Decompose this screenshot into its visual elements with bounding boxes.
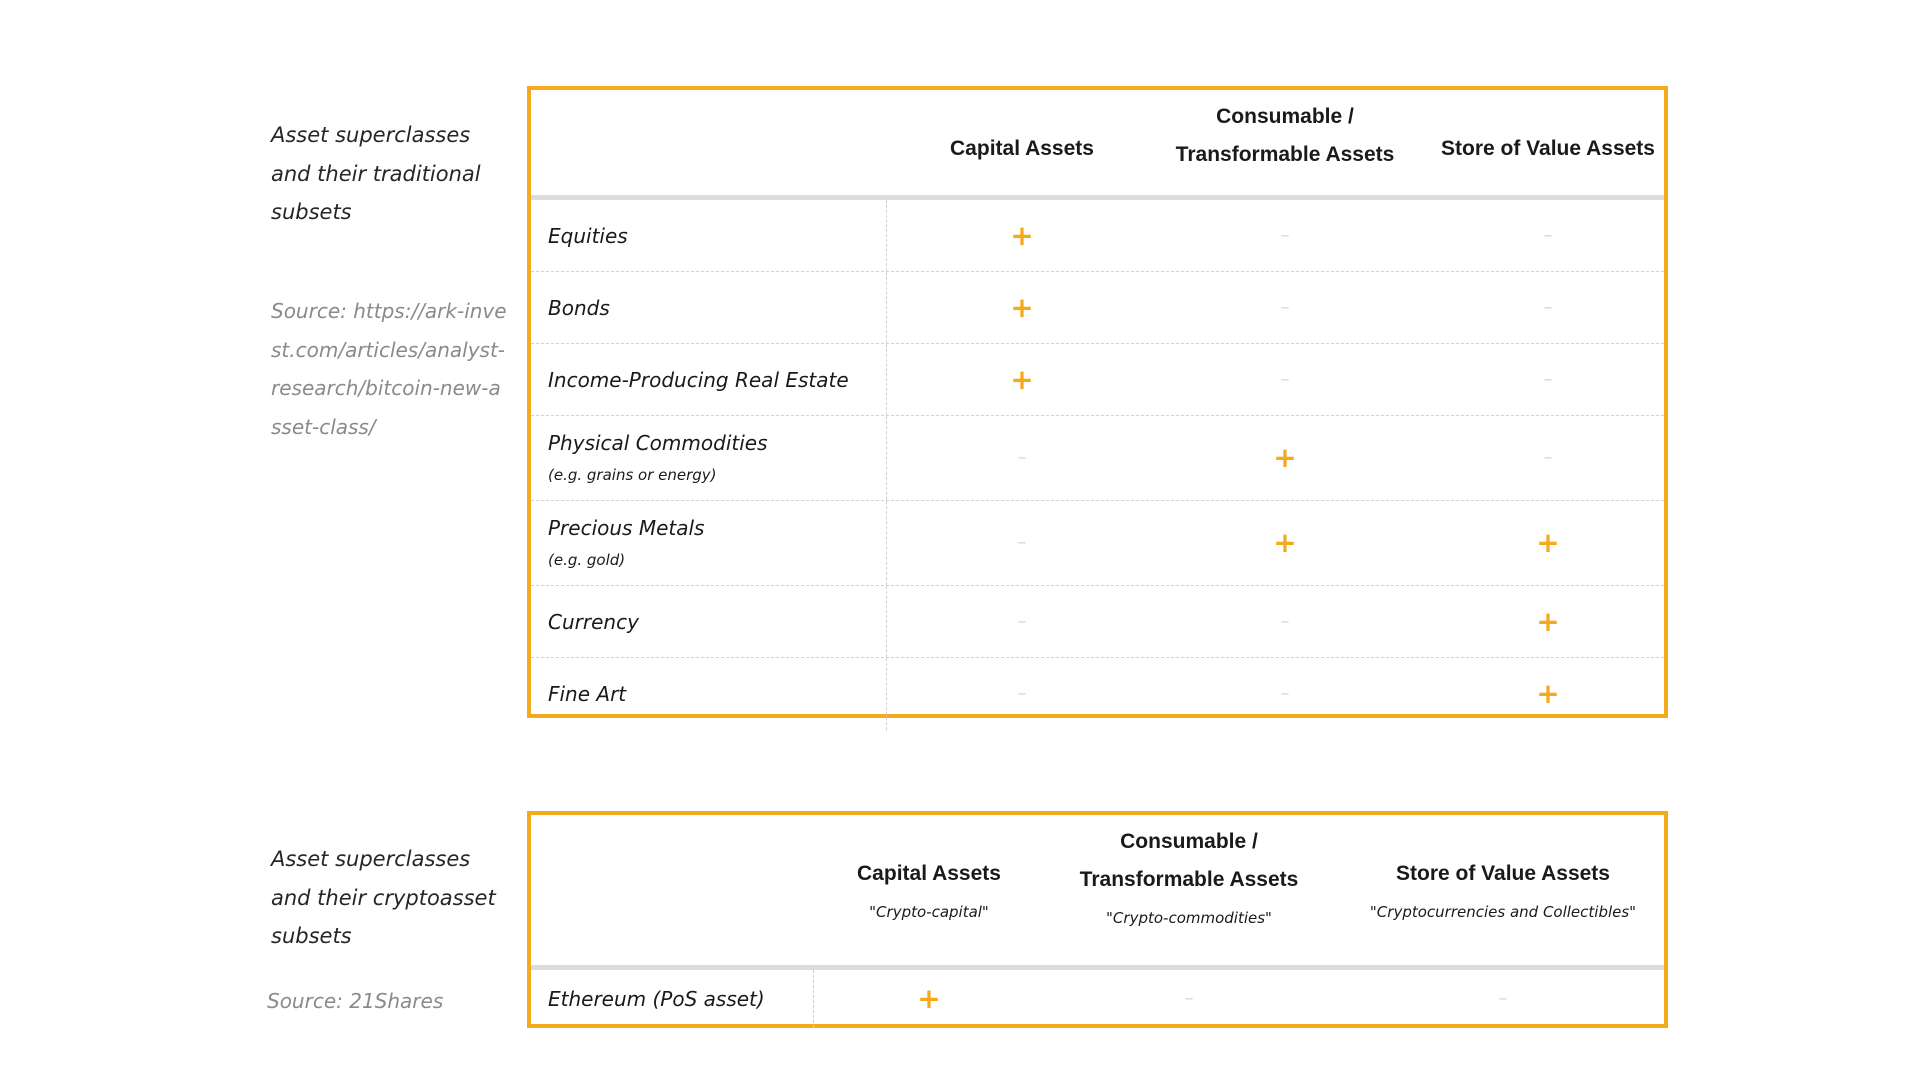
table-cell: [982, 416, 1062, 500]
table-row-fine-art: [531, 658, 1664, 730]
plus-icon: +: [1010, 362, 1034, 396]
table-cell: [1508, 586, 1588, 657]
row-name: Bonds: [548, 295, 610, 320]
traditional-assets-table: [527, 86, 1668, 718]
table-cell: [982, 344, 1062, 415]
column-header-line: Transformable Assets: [1175, 143, 1395, 166]
table-cell: [1245, 501, 1325, 585]
column-subheader: "Crypto-capital": [869, 903, 989, 921]
row-name: Physical Commodities: [548, 431, 768, 455]
row-name: Equities: [548, 223, 628, 248]
column-header-line: Store of Value Assets: [1396, 862, 1610, 885]
plus-icon: +: [1273, 441, 1297, 474]
dash-icon: –: [1498, 988, 1508, 1009]
table-cell: [1245, 658, 1325, 730]
column-header-capital-assets: [897, 130, 1147, 168]
dash-icon: –: [1280, 296, 1290, 318]
plus-icon: +: [1536, 604, 1560, 638]
crypto-assets-table: [527, 811, 1668, 1028]
column-header-line: Capital Assets: [857, 862, 1001, 885]
dash-icon: –: [1543, 296, 1553, 318]
column-subheader: "Crypto-commodities": [1106, 909, 1272, 927]
table-cell: [1508, 272, 1588, 343]
column-header-consumable-transformable-assets: [1049, 823, 1329, 927]
row-label: [531, 586, 887, 657]
column-header-store-of-value-assets: [1418, 130, 1678, 168]
table-row-income-producing-real-estate: [531, 344, 1664, 416]
table-row-ethereum-pos-asset: [531, 970, 1664, 1028]
table-cell: [1508, 200, 1588, 271]
table-row-physical-commodities: [531, 416, 1664, 501]
dash-icon: –: [1280, 224, 1290, 246]
table-header: [531, 90, 1664, 200]
dash-icon: –: [1280, 683, 1290, 704]
row-example: (e.g. gold): [548, 551, 626, 569]
table-cell: [889, 970, 969, 1028]
row-example: (e.g. grains or energy): [548, 466, 717, 484]
table-cell: [1245, 416, 1325, 500]
traditional-source: Source: https://ark-invest.com/articles/analyst-research/bitcoin-new-asset-class/: [271, 299, 507, 439]
table-row-precious-metals: [531, 501, 1664, 586]
row-name: Income-Producing Real Estate: [548, 367, 849, 392]
row-name: Precious Metals: [548, 516, 705, 540]
row-label: [531, 344, 887, 415]
dash-icon: –: [1543, 368, 1553, 390]
column-header-line: Consumable /: [1216, 105, 1354, 128]
table-cell: [1245, 586, 1325, 657]
dash-icon: –: [1017, 683, 1027, 704]
table-cell: [1508, 344, 1588, 415]
row-label: [531, 416, 887, 500]
table-cell: [982, 200, 1062, 271]
table-cell: [1245, 344, 1325, 415]
crypto-source: Source: 21Shares: [267, 989, 444, 1013]
plus-icon: +: [1010, 290, 1034, 324]
plus-icon: +: [917, 982, 941, 1015]
column-header-line: Consumable /: [1120, 830, 1258, 853]
plus-icon: +: [1536, 677, 1560, 710]
table-header: [531, 815, 1664, 970]
dash-icon: –: [1543, 447, 1553, 468]
row-name: Ethereum (PoS asset): [548, 987, 765, 1011]
dash-icon: –: [1017, 447, 1027, 468]
table-cell: [1508, 658, 1588, 730]
row-name: Currency: [548, 609, 639, 634]
column-header-consumable-transformable-assets: [1150, 98, 1420, 174]
table-cell: [982, 658, 1062, 730]
row-name: Fine Art: [548, 682, 627, 706]
row-label: [531, 970, 814, 1028]
table-cell: [982, 586, 1062, 657]
table-cell: [1463, 970, 1543, 1028]
dash-icon: –: [1543, 224, 1553, 246]
column-header-capital-assets: [804, 855, 1054, 921]
traditional-caption: Asset superclasses and their traditional subsets: [271, 123, 481, 224]
crypto-caption: Asset superclasses and their cryptoasset subsets: [271, 847, 496, 948]
table-row-equities: [531, 200, 1664, 272]
plus-icon: +: [1536, 526, 1560, 559]
dash-icon: –: [1017, 532, 1027, 553]
row-label: [531, 200, 887, 271]
column-header-line: Capital Assets: [950, 137, 1094, 160]
dash-icon: –: [1017, 610, 1027, 632]
plus-icon: +: [1273, 526, 1297, 559]
table-cell: [1149, 970, 1229, 1028]
table-cell: [1508, 416, 1588, 500]
row-label: [531, 272, 887, 343]
table-row-currency: [531, 586, 1664, 658]
table-cell: [982, 501, 1062, 585]
column-header-line: Store of Value Assets: [1441, 137, 1655, 160]
dash-icon: –: [1280, 610, 1290, 632]
table-cell: [1245, 200, 1325, 271]
table-cell: [1508, 501, 1588, 585]
row-label: [531, 658, 887, 730]
column-header-store-of-value-assets: [1313, 855, 1693, 921]
column-header-line: Transformable Assets: [1079, 868, 1299, 891]
table-cell: [982, 272, 1062, 343]
table-row-bonds: [531, 272, 1664, 344]
row-label: [531, 501, 887, 585]
dash-icon: –: [1184, 988, 1194, 1009]
plus-icon: +: [1010, 218, 1034, 252]
dash-icon: –: [1280, 368, 1290, 390]
table-cell: [1245, 272, 1325, 343]
column-subheader: "Cryptocurrencies and Collectibles": [1369, 903, 1637, 921]
